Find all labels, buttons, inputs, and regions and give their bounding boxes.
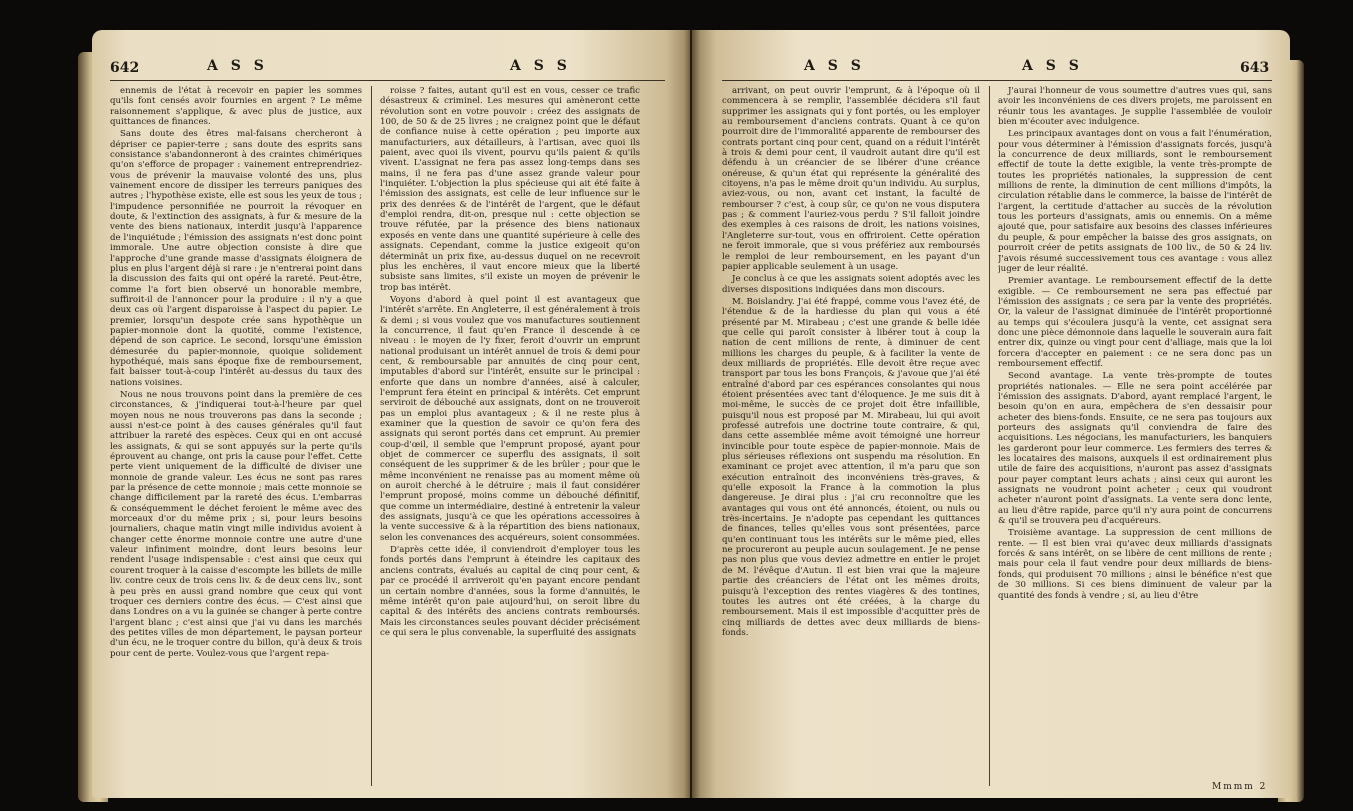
paragraph: roisse ? faites, autant qu'il est en vous, cesser ce trafic désastreux & criminel. Les mesures qui amèneront cette révolution sont en votre pouvoir : créez des assignats de 100, de 50 & de 25 livres ; ne craignez point que le défaut de confiance nuise à cette opération ; peu importe aux manufacturiers, aux détailleurs, à l'artisan, avec quoi ils paient, avec quoi ils vivent, pourvu qu'ils paient & qu'ils vivent. L'assignat ne fera pas assez long-temps dans ses mains, il ne fera pas d'une assez grande valeur pour l'inquiéter. L'objection la plus spécieuse qui ait été faite à l'émission des assignats, est celle de leur influence sur le prix des denrées & de l'intérêt de l'argent, que le défaut d'emploi rendra, dit-on, presque nul : cette objection se trouve réfutée, par la présence des biens nationaux exposés en vente dans une quantité supérieure à celle des assignats. Cependant, comme la justice exigeoit qu'on déterminât un prix fixe, au-dessus duquel on ne recevroit plus les enchères, il vaut encore mieux que la liberté subsiste sans limites, s'il existe un moyen de prévenir le trop bas intérêt. (380, 86, 640, 293)
signature-mark: Mmmm 2 (1212, 782, 1268, 792)
left-page (92, 30, 690, 798)
text-column-1 (110, 86, 362, 786)
paragraph: D'après cette idée, il conviendroit d'employer tous les fonds portés dans l'emprunt à éteindre les capitaux des anciens contrats, évalués au capital de cinq pour cent, & par ce procédé il arriveroit qu'en payant encore pendant un certain nombre d'années, sous la forme d'annuités, le même intérêt qu'on paie aujourd'hui, on seroit libre du capital & des intérêts des anciens contrats remboursés. Mais les circonstances seules pouvant décider précisément ce qui sera le plus convenable, la superfluité des assignats (380, 545, 640, 638)
text-column-1 (722, 86, 980, 786)
column-divider (989, 86, 990, 786)
paragraph: arrivant, on peut ouvrir l'emprunt, & à l'époque où il commencera à se remplir, l'assemblée décidera s'il faut supprimer les assignats qui y font portés, ou les employer au remboursement d'anciens contrats. Quant à ce qu'on pourroit dire de l'immoralité apparente de rembourser des contrats portant cinq pour cent, quand on a réduit l'intérêt à trois & demi pour cent, il vaudroit autant dire qu'il est défendu à un créancier de se libérer d'une créance onéreuse, & qu'un état qui représente la généralité des citoyens, n'a pas le même droit qu'un individu. Au surplus, aviez-vous, ou non, avant cet instant, la faculté de rembourser ? c'est, à coup sûr, ce qu'on ne vous disputera pas ; & comment l'auriez-vous perdu ? S'il falloit joindre des exemples à ces raisons de droit, les nations voisines, l'Angleterre sur-tout, vous en offriroient. Cette opération ne feroit immorale, que si vous préfériez aux remboursés le remploi de leur remboursement, en les payant d'un papier applicable seulement à un usage. (722, 86, 980, 272)
header-rule (722, 80, 1272, 81)
running-head: A S S (510, 58, 571, 74)
paragraph: Voyons d'abord à quel point il est avantageux que l'intérêt s'arrête. En Angleterre, il est généralement à trois & demi ; si vous voulez que vos manufactures soutiennent la concurrence, il faut qu'en France il descende à ce niveau : le moyen de l'y fixer, feroit d'ouvrir un emprunt national produisant un intérêt annuel de trois & demi pour cent, & remboursable par annuités de cinq pour cent, imputables d'abord sur l'intérêt, ensuite sur le principal : enforte que dans un nombre d'années, aisé à calculer, l'emprunt fera éteint en principal & intérêts. Cet emprunt serviroit de débouché aux assignats, dont on ne trouveroit pas un emploi plus avantageux ; & il ne reste plus à examiner que la question de savoir ce qu'on fera des assignats qui seront portés dans cet emprunt. Au premier coup-d'œil, il semble que l'emprunt proposé, ayant pour objet de commercer ce superflu des assignats, il soit conséquent de les supprimer & de les brûler ; pour que le même inconvénient ne renaisse pas au moment même où on auroit cherché à le détruire ; mais il faut considérer l'emprunt proposé, moins comme un débouché définitif, que comme un intermédiaire, destiné à entretenir la valeur des assignats, jusqu'à ce que les opérations accessoires à la vente successive & à la répartition des biens nationaux, selon les convenances des acquéreurs, soient consommées. (380, 294, 640, 543)
paragraph: ennemis de l'état à recevoir en papier les sommes qu'ils font censés avoir fournies en argent ? Le même raisonnement s'applique, & avec plus de justice, aux quittances de finances. (110, 86, 362, 128)
column-divider (371, 86, 372, 786)
paragraph: Troisième avantage. La suppression de cent millions de rente. — Il est bien vrai qu'avec deux milliards d'assignats forcés & sans intérêt, on se libère de cent millions de rente ; mais pour cela il faut vendre pour deux milliards de biens-fonds, qui produisent 70 millions ; ainsi le bénéfice n'est que de 30 millions. Si ces biens diminuent de valeur par la quantité des fonds à vendre ; si, au lieu d'être (998, 528, 1272, 601)
book-gutter (684, 30, 700, 798)
text-column-2 (998, 86, 1272, 786)
paragraph: J'aurai l'honneur de vous soumettre d'autres vues qui, sans avoir les inconvéniens de ces divers projets, me paroissent en réunir tous les avantages. Je supplie l'assemblée de vouloir bien m'écouter avec indulgence. (998, 86, 1272, 128)
paragraph: Premier avantage. Le remboursement effectif de la dette exigible. — Ce remboursement ne sera pas effectué par l'émission des assignats ; ce sera par la vente des propriétés. Or, la valeur de l'assignat diminuée de l'intérêt proportionné au temps qui s'écoulera jusqu'à la vente, cet assignat sera donc une pièce démonnoie dans laquelle le souverain aura fait entrer dix, quinze ou vingt pour cent d'alliage, mais que la loi forcera d'accepter en paiement : ce ne sera donc pas un remboursement effectif. (998, 276, 1272, 369)
paragraph: Sans doute des êtres mal-faisans chercheront à dépriser ce papier-terre ; sans doute des esprits sans consistance s'abandonneront à des craintes chimériques qu'on s'efforce de propager : vainement entreprendriez-vous de prévenir la mauvaise volonté des uns, plus vainement encore de dissiper les terreurs paniques des autres ; l'hypothèse existe, elle est sous les yeux de tous ; l'impudence personnifiée ne pourroit la révoquer en doute, & l'extinction des assignats, à fur & mesure de la vente des biens nationaux, interdit jusqu'à l'apparence de l'inquiétude ; l'émission des assignats n'est donc point immorale. Une autre objection consiste à dire que l'approche d'une grande masse d'assignats éloignera de plus en plus l'argent déjà si rare : je n'entrerai point dans la discussion des faits qui ont opéré la rareté. Peut-être, comme l'a fort bien observé un honorable membre, suffiroit-il de l'annoncer pour la produire : il n'y a que deux cas où l'argent disparoisse à l'aspect du papier. Le premier, lorsqu'un despote crée sans hypothèque un papier-monnoie dont la quotité, comme l'existence, dépend de son caprice. Le second, lorsqu'une émission démesurée du papier-monnoie, quoique solidement hypothéqué, mais sans époque fixe de remboursement, fait baisser tout-à-coup l'intérêt au-dessus du taux des nations voisines. (110, 129, 362, 388)
paragraph: Les principaux avantages dont on vous a fait l'énumération, pour vous déterminer à l'émission d'assignats forcés, jusqu'à la concurrence de deux milliards, sont le remboursement effectif de toute la dette exigible, la vente très-prompte de toutes les propriétés nationales, la suppression de cent millions de rente, la diminution de cent millions d'impôts, la circulation rétablie dans le commerce, la baisse de l'intérêt de l'argent, la certitude d'attacher au succès de la révolution tous les porteurs d'assignats, amis ou ennemis. On a même ajouté que, pour satisfaire aux besoins des classes inférieures du peuple, & pour empêcher la baisse des gros assignats, on pourroit créer de petits assignats de 100 liv., de 50 & 24 liv. J'avois résumé successivement tous ces avantage : vous allez juger de leur réalité. (998, 129, 1272, 274)
running-head: A S S (804, 58, 865, 74)
text-column-2 (380, 86, 640, 786)
paragraph: M. Boislandry. J'ai été frappé, comme vous l'avez été, de l'étendue & de la hardiesse du plan qui vous a été présenté par M. Mirabeau ; c'est une grande & belle idée que celle qui paroît consister à libérer tout à coup la nation de cent millions de rente, à diminuer de cent millions les charges du peuple, & à faciliter la vente de deux milliards de propriétés. Elle devoit être reçue avec transport par tous les bons François, & j'avoue que j'ai été entraîné d'abord par ces espérances consolantes qui nous étoient présentées avec tant d'éloquence. Je me suis dit à moi-même, le succès de ce projet doit être infaillible, puisqu'il nous est proposé par M. Mirabeau, lui qui avoit professé autrefois une doctrine toute contraire, & qui, dans cette assemblée même avoit témoigné une horreur invincible pour toute espèce de papier-monnoie. Mais de plus sérieuses réflexions ont suspendu ma résolution. En examinant ce projet avec attention, il m'a paru que son exécution entraînoit des inconvéniens très-graves, & qu'elle exposoit la France à la commotion la plus dangereuse. Je dirai plus : j'ai cru reconnoître que les avantages qui vous ont été annoncés, étoient, ou nuls ou très-incertains. Je n'adopte pas cependant les quittances de finances, telles qu'elles vous sont présentées, parce qu'en continuant tous les intérêts sur le même pied, elles ne procureront au peuple aucun soulagement. Je ne pense pas non plus que vous deviez admettre en entier le projet de M. l'évêque d'Autun. Il est bien vrai que la majeure partie des créanciers de l'état ont les mêmes droits, puisqu'à l'exception des rentes viagères & des tontines, toutes les autres ont été créées, à la charge du remboursement. Mais il est impossible d'acquitter près de cinq milliards de dettes avec deux milliards de biens-fonds. (722, 296, 980, 638)
open-book (92, 30, 1290, 798)
paragraph: Je conclus à ce que les assignats soient adoptés avec les diverses dispositions indiquées dans mon discours. (722, 274, 980, 295)
paragraph: Nous ne nous trouvons point dans la première de ces circonstances, & j'indiquerai tout-à-l'heure par quel moyen nous ne nous trouverons pas dans la seconde ; aussi n'est-ce point à des causes générales qu'il faut attribuer la rareté des espèces. Ceux qui en ont accusé les assignats, & qui se sont appuyés sur la perte qu'ils éprouvent au change, ont pris la cause pour l'effet. Cette perte vient uniquement de la difficulté de diviser une monnoie de grande valeur. Les écus ne sont pas rares par la présence de cette monnoie ; mais cette monnoie se change difficilement par la rareté des écus. L'embarras & conséquemment le déchet feroient le même avec des morceaux d'or du même prix ; si, pour leurs besoins journaliers, chaque matin vingt mille individus avoient à changer cette énorme monnoie contre une autre d'une valeur infiniment moindre, dont leurs besoins leur rendent l'usage indispensable : c'est ainsi que ceux qui courent troquer à la caisse d'escompte les billets de mille liv. contre ceux de trois cens liv. & de deux cens liv., sont à peu près en aussi grand nombre que ceux qui vont troquer ces derniers contre des écus. — C'est ainsi que dans Londres on a vu la guinée se changer à perte contre l'argent blanc ; c'est ainsi que j'ai vu dans les marchés des petites villes de mon département, le paysan porteur d'un écu, ne le troquer contre du billon, qu'à deux & trois pour cent de perte. Voulez-vous que l'argent repa- (110, 389, 362, 659)
header-rule (110, 80, 665, 81)
page-number: 643 (1240, 60, 1270, 76)
page-number: 642 (110, 60, 140, 76)
running-head: A S S (1022, 58, 1083, 74)
paragraph: Second avantage. La vente très-prompte de toutes propriétés nationales. — Elle ne sera point accélérée par l'émission des assignats. D'abord, ayant remplacé l'argent, le besoin qu'on en aura, empêchera de s'en dessaisir pour acheter des biens-fonds. Ensuite, ce ne sera pas toujours aux porteurs des assignats qu'il conviendra de faire des acquisitions. Les négocians, les manufacturiers, les banquiers les garderont pour leur commerce. Les fermiers des terres & les locataires des maisons, auxquels il est ordinairement plus utile de faire des acquisitions, n'auront pas assez d'assignats pour payer comptant leurs achats ; ainsi ceux qui auront les assignats ne voudront point acheter ; ceux qui voudront acheter n'auront point d'assignats. La vente sera donc lente, au lieu d'être rapide, parce qu'il n'y aura point de concurrens & qu'il se trouvera peu d'acquéreurs. (998, 371, 1272, 527)
right-page (692, 30, 1290, 798)
running-head: A S S (207, 58, 268, 74)
